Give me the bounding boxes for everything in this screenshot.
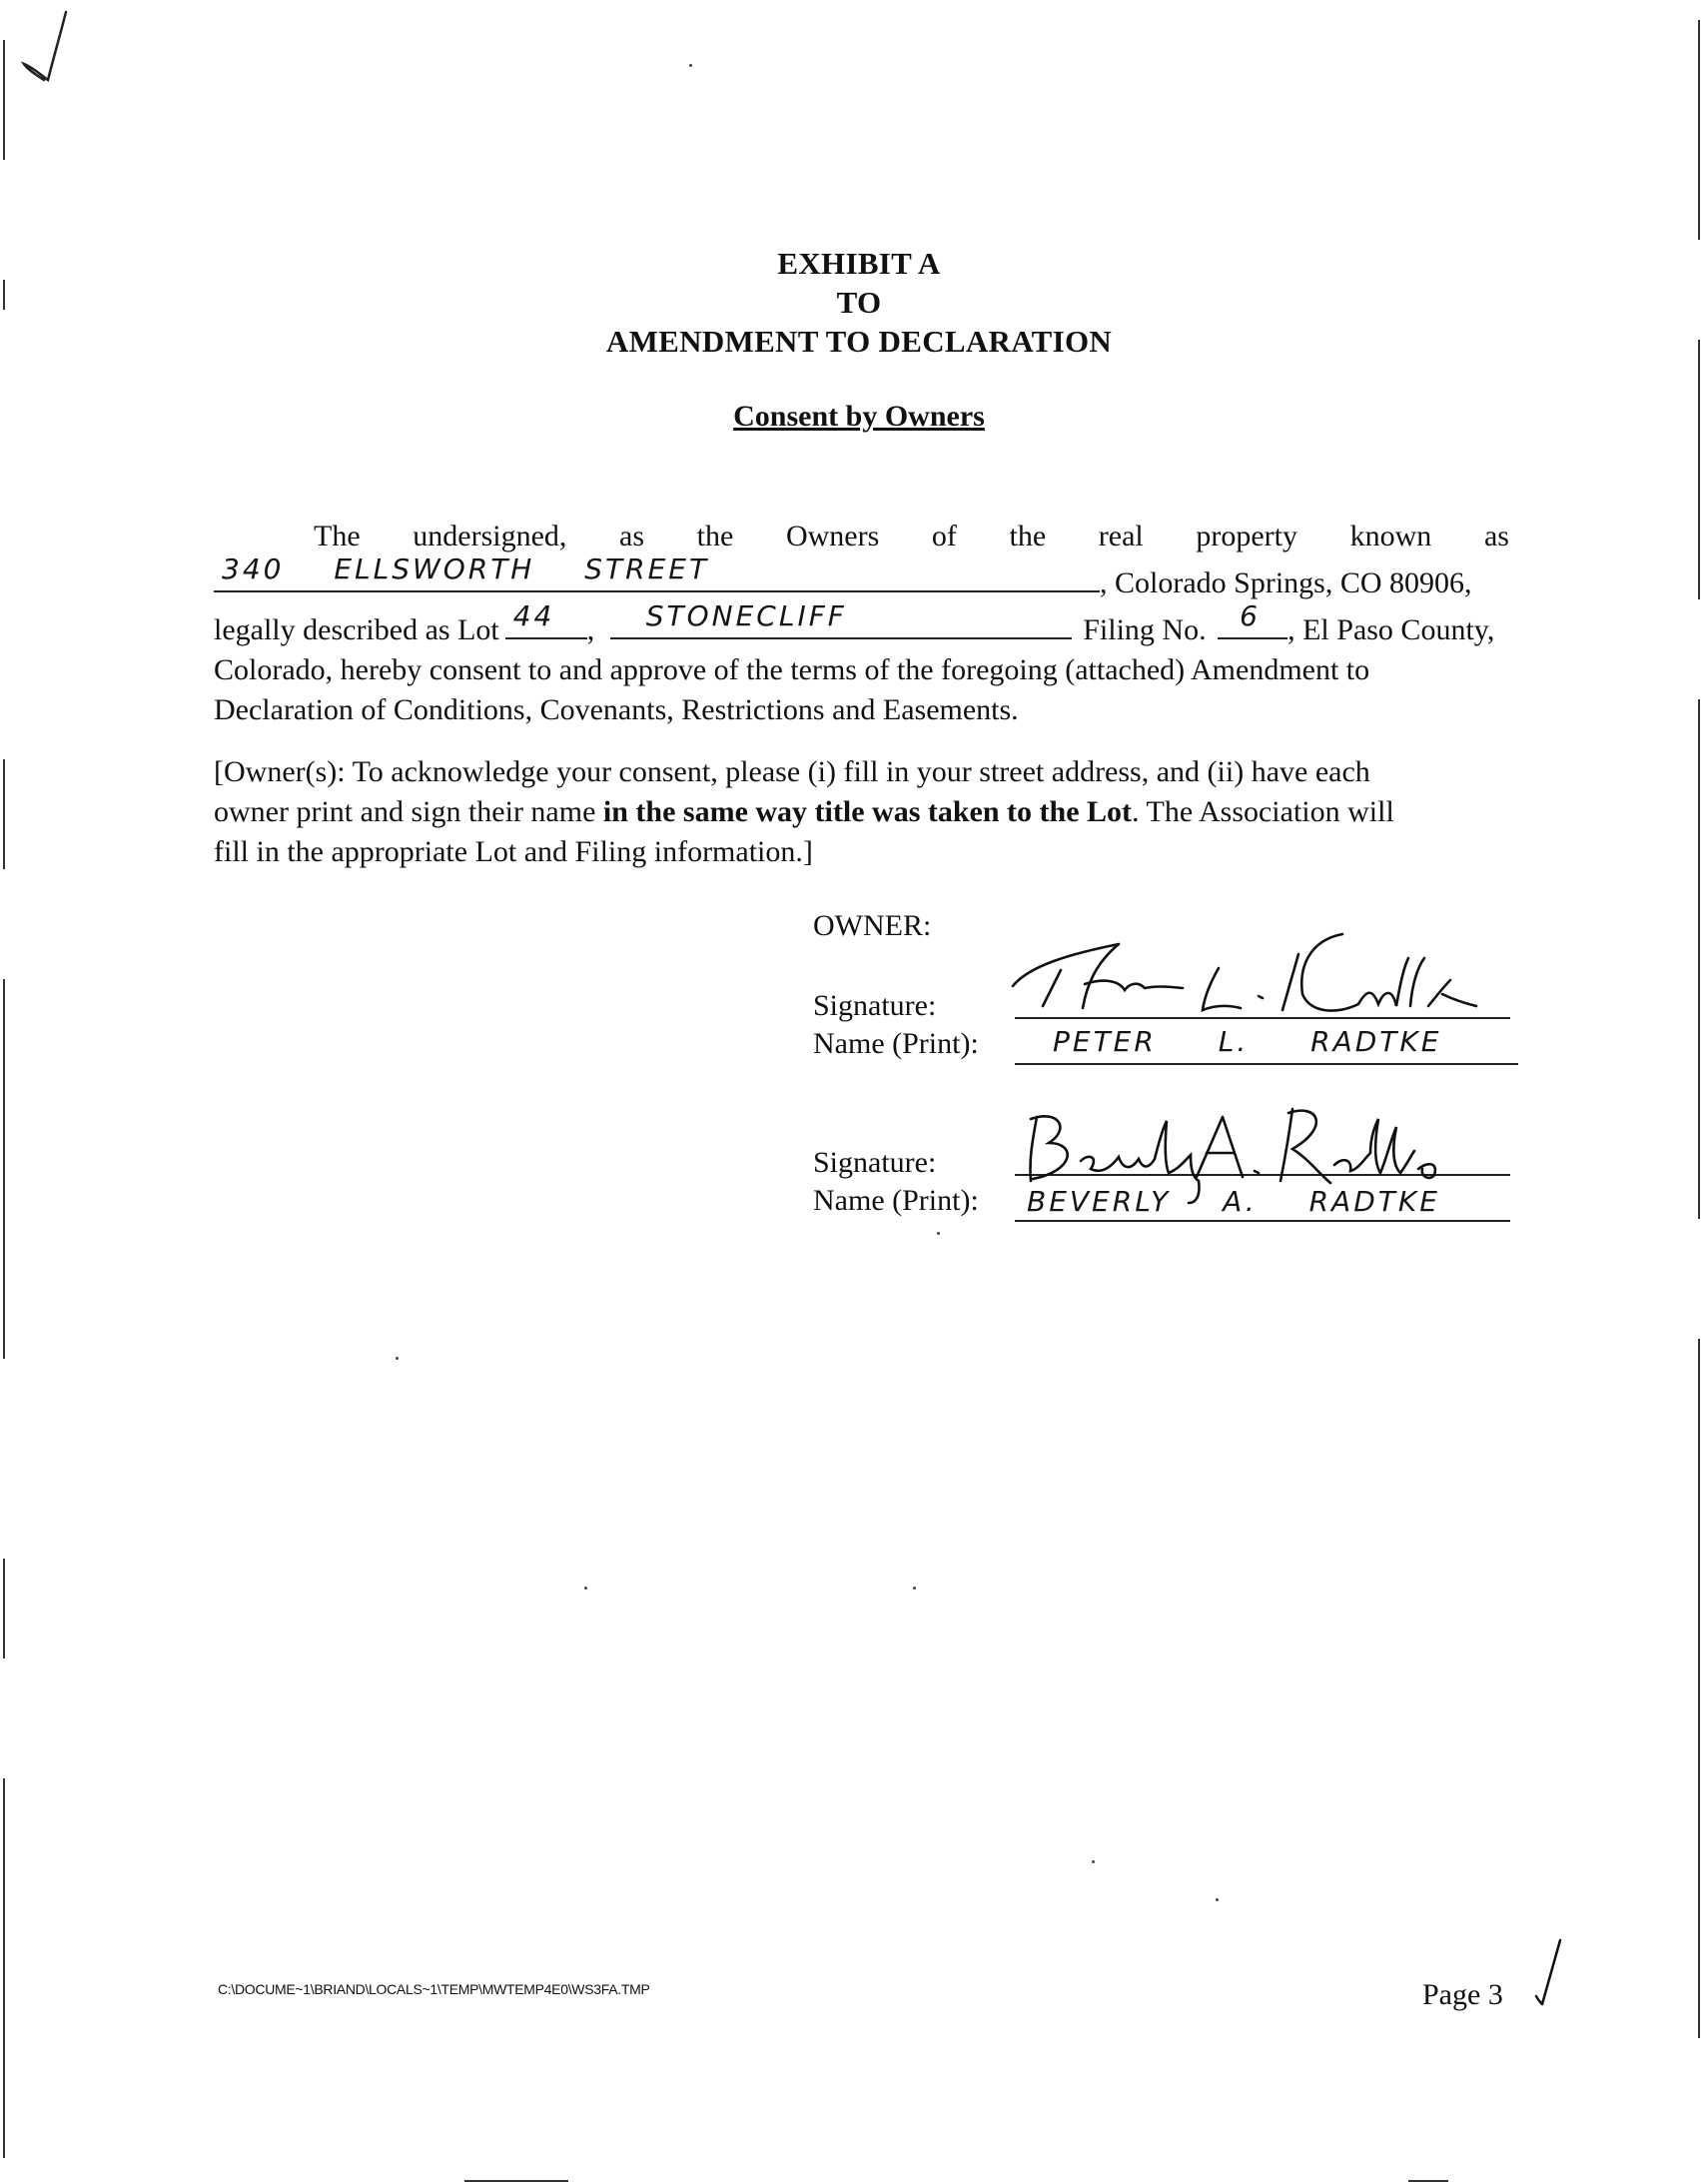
subdivision-field[interactable] bbox=[610, 599, 1072, 639]
instructions-line-3: fill in the appropriate Lot and Filing information.] bbox=[214, 835, 813, 868]
signature-label-1: Signature: bbox=[813, 989, 937, 1022]
check-mark-icon bbox=[8, 6, 98, 96]
street-address-field[interactable] bbox=[214, 552, 1100, 592]
signature-label-2: Signature: bbox=[813, 1146, 937, 1179]
word: The bbox=[314, 520, 361, 552]
speck bbox=[1216, 1898, 1219, 1901]
filing-no-handwritten: 6 bbox=[1240, 599, 1261, 632]
scan-edge-right bbox=[1698, 1339, 1700, 2038]
subdivision-handwritten: STONECLIFF bbox=[645, 599, 847, 632]
speck bbox=[584, 1587, 587, 1590]
signature-image-1 bbox=[999, 924, 1528, 1024]
consent-line-4: Colorado, hereby consent to and approve of the terms of the foregoing (attached) Amendment to bbox=[214, 653, 1370, 686]
scan-edge-bottom bbox=[464, 2180, 568, 2182]
scan-edge-right bbox=[1698, 699, 1700, 1219]
word: the bbox=[696, 520, 734, 552]
word: Owners bbox=[785, 520, 880, 552]
scan-edge-right bbox=[1698, 340, 1700, 599]
word: known bbox=[1349, 520, 1432, 552]
comma: , bbox=[586, 613, 595, 646]
exhibit-title-to: TO bbox=[836, 285, 882, 320]
instructions-paragraph bbox=[214, 752, 1509, 872]
scan-edge-left bbox=[3, 1778, 5, 2158]
word: property bbox=[1196, 520, 1298, 552]
word: of bbox=[931, 520, 957, 552]
name-print-label-2: Name (Print): bbox=[813, 1184, 979, 1217]
consent-line-2 bbox=[214, 552, 1509, 603]
word: undersigned, bbox=[413, 520, 567, 552]
consent-paragraph bbox=[214, 517, 1509, 730]
scan-edge-left bbox=[3, 979, 5, 1359]
street-address-handwritten: 340 ELLSWORTH STREET bbox=[222, 552, 710, 585]
lot-field[interactable] bbox=[505, 599, 587, 639]
owner-label: OWNER: bbox=[813, 909, 932, 942]
instructions-text: owner print and sign their name bbox=[214, 795, 603, 828]
word: the bbox=[1009, 520, 1047, 552]
word: real bbox=[1098, 520, 1144, 552]
speck bbox=[689, 64, 692, 67]
name-print-line-2[interactable] bbox=[1015, 1220, 1510, 1222]
scan-edge-right bbox=[1698, 20, 1700, 240]
word: as bbox=[1483, 520, 1509, 552]
city-state-zip: , Colorado Springs, CO 80906, bbox=[1100, 566, 1472, 599]
section-heading: Consent by Owners bbox=[733, 400, 985, 433]
scan-edge-bottom bbox=[1408, 2180, 1448, 2182]
scan-edge-left bbox=[3, 40, 5, 160]
instructions-emphasis: in the same way title was taken to the Lot bbox=[602, 795, 1133, 828]
scan-edge-left bbox=[3, 1559, 5, 1658]
county: , El Paso County, bbox=[1287, 613, 1495, 646]
name-print-label-1: Name (Print): bbox=[813, 1027, 979, 1060]
legal-description-label: legally described as Lot bbox=[214, 613, 499, 646]
scan-edge-left bbox=[3, 759, 5, 869]
page-number: Page 3 bbox=[1422, 1978, 1503, 2011]
exhibit-title-amendment: AMENDMENT TO DECLARATION bbox=[605, 324, 1113, 359]
instructions-line-1: [Owner(s): To acknowledge your consent, please (i) fill in your street address, and (ii) have each bbox=[214, 755, 1370, 788]
slash-mark-icon bbox=[1528, 1936, 1568, 2016]
word: as bbox=[619, 520, 645, 552]
filing-label: Filing No. bbox=[1083, 613, 1207, 646]
speck bbox=[937, 1232, 940, 1235]
instructions-text-end: . The Association will bbox=[1132, 795, 1394, 828]
name-print-line-1[interactable] bbox=[1015, 1063, 1518, 1065]
speck bbox=[1092, 1860, 1095, 1863]
name-print-handwritten-1: PETER L. RADTKE bbox=[1053, 1025, 1442, 1058]
speck bbox=[913, 1587, 916, 1590]
instructions-line-2 bbox=[214, 792, 1509, 832]
filing-no-field[interactable] bbox=[1218, 599, 1287, 639]
speck bbox=[396, 1357, 399, 1360]
name-print-handwritten-2: BEVERLY A. RADTKE bbox=[1027, 1185, 1440, 1218]
file-path: C:\DOCUME~1\BRIAND\LOCALS~1\TEMP\MWTEMP4E0\WS3FA.TMP bbox=[218, 1981, 650, 1997]
consent-line-5: Declaration of Conditions, Covenants, Restrictions and Easements. bbox=[214, 693, 1019, 726]
lot-handwritten: 44 bbox=[512, 599, 555, 632]
exhibit-title: EXHIBIT A bbox=[777, 246, 941, 281]
consent-line-3 bbox=[214, 599, 1509, 650]
